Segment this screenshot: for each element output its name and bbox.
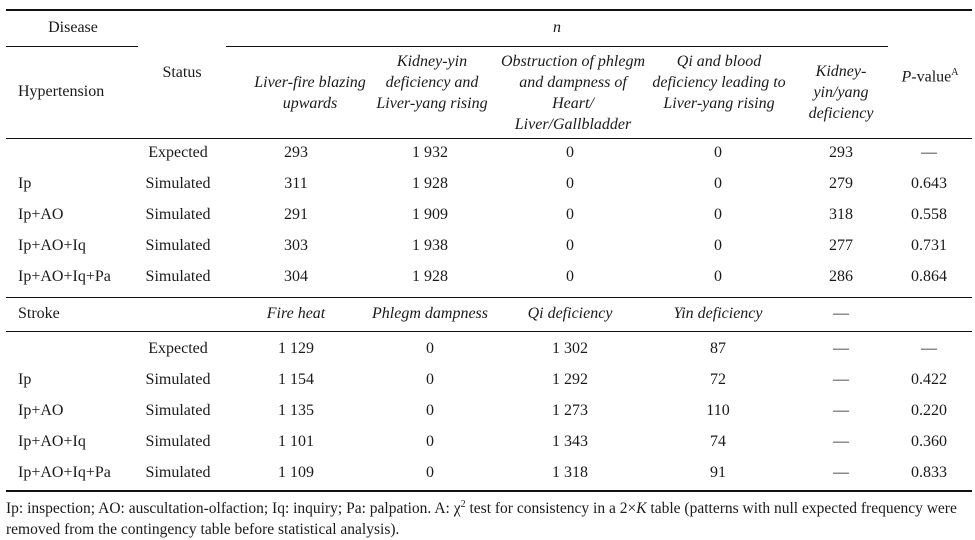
hyp-method-cell: Ip <box>18 175 32 192</box>
stroke-status-cell: Simulated <box>145 433 211 450</box>
pvalue-p: P <box>901 68 912 86</box>
stroke-value-1: 1 154 <box>278 371 314 388</box>
pvalue-rest: -value <box>911 68 952 86</box>
stroke-method-cell: Ip <box>18 371 32 388</box>
stroke-value-3: 1 273 <box>552 402 588 419</box>
stroke-pattern-2: Phlegm dampness <box>372 305 488 322</box>
footnote-chi: χ <box>453 500 461 518</box>
footnote-part-1: Ip: inspection; AO: auscultation-olfaction; Iq: inquiry; Pa: palpation. A: <box>6 500 454 518</box>
hyp-value-3: 0 <box>566 144 574 161</box>
header-disease: Disease <box>48 19 98 36</box>
footnote-part-2: test for consistency in a 2× <box>465 500 637 518</box>
hyp-value-1: 304 <box>284 268 308 285</box>
hyp-value-5: 318 <box>829 206 853 223</box>
stroke-value-5: — <box>833 402 849 419</box>
hyp-status-cell: Simulated <box>145 175 211 192</box>
hyp-value-3: 0 <box>566 237 574 254</box>
stroke-method-cell: Ip+AO+Iq <box>18 433 86 450</box>
hyp-value-5: 286 <box>829 268 853 285</box>
stroke-value-1: 1 129 <box>278 340 314 357</box>
hyp-value-1: 303 <box>284 237 308 254</box>
header-bottom-rule <box>6 138 972 139</box>
hyp-value-3: 0 <box>566 268 574 285</box>
hyp-pvalue-cell: 0.643 <box>911 175 947 192</box>
footnote-part-3: table (patterns with null expected frequency were removed from the contingency table before statistical analysis). <box>6 500 957 539</box>
hyp-value-5: 279 <box>829 175 853 192</box>
stroke-method-cell: Ip+AO <box>18 402 64 419</box>
hyp-pattern-5: Kidney- yin/yang deficiency <box>808 63 874 122</box>
hyp-value-4: 0 <box>714 175 722 192</box>
stroke-status-cell: Simulated <box>145 402 211 419</box>
hyp-status-cell: Simulated <box>145 237 211 254</box>
stroke-header-bottom-rule <box>6 331 972 332</box>
pvalue-sup: A <box>951 67 959 78</box>
hyp-value-2: 1 928 <box>412 268 448 285</box>
hyp-status-cell: Simulated <box>145 268 211 285</box>
hyp-pvalue-cell: — <box>921 144 937 161</box>
stroke-pvalue-cell: 0.360 <box>911 433 947 450</box>
stroke-method-cell: Ip+AO+Iq+Pa <box>18 464 111 481</box>
footnote-chi-sup: 2 <box>460 499 466 510</box>
stroke-value-5: — <box>833 464 849 481</box>
stroke-pattern-4: Yin deficiency <box>673 305 763 322</box>
hyp-value-1: 293 <box>284 144 308 161</box>
stroke-value-4: 87 <box>710 340 726 357</box>
hyp-value-3: 0 <box>566 206 574 223</box>
stroke-status-cell: Expected <box>148 340 208 357</box>
hyp-method-cell: Ip+AO <box>18 206 64 223</box>
stroke-status-cell: Simulated <box>145 464 211 481</box>
hyp-value-2: 1 932 <box>412 144 448 161</box>
table-footnote <box>6 494 971 540</box>
header-status: Status <box>162 64 202 81</box>
hyp-pattern-4: Qi and blood deficiency leading to Liver-yang rising <box>652 53 786 112</box>
stroke-value-2: 0 <box>426 402 434 419</box>
hyp-method-cell: Ip+AO+Iq+Pa <box>18 268 111 285</box>
stroke-value-1: 1 101 <box>278 433 314 450</box>
disease-underline <box>6 46 138 47</box>
stroke-value-5: — <box>833 433 849 450</box>
stroke-pattern-3: Qi deficiency <box>527 305 613 322</box>
hyp-value-4: 0 <box>714 268 722 285</box>
stroke-pvalue-cell: 0.422 <box>911 371 947 388</box>
hyp-value-4: 0 <box>714 237 722 254</box>
hyp-value-3: 0 <box>566 175 574 192</box>
stroke-pvalue-cell: 0.833 <box>911 464 947 481</box>
table-top-rule <box>6 9 972 11</box>
footnote-k: K <box>636 500 647 518</box>
hyp-value-4: 0 <box>714 206 722 223</box>
stroke-value-4: 110 <box>706 402 730 419</box>
stroke-value-3: 1 318 <box>552 464 588 481</box>
hyp-value-5: 277 <box>829 237 853 254</box>
stroke-pattern-5: — <box>833 305 849 322</box>
stroke-value-4: 72 <box>710 371 726 388</box>
hyp-pvalue-cell: 0.558 <box>911 206 947 223</box>
stroke-value-2: 0 <box>426 340 434 357</box>
hyp-pattern-3: Obstruction of phlegm and dampness of Heart/ Liver/Gallbladder <box>501 53 645 133</box>
stroke-pvalue-cell: — <box>921 340 937 357</box>
stroke-value-2: 0 <box>426 464 434 481</box>
hyp-pattern-1: Liver-fire blazing upwards <box>254 74 366 112</box>
hyp-status-cell: Simulated <box>145 206 211 223</box>
stroke-value-1: 1 135 <box>278 402 314 419</box>
stroke-value-3: 1 292 <box>552 371 588 388</box>
n-underline <box>226 46 888 47</box>
stroke-value-5: — <box>833 340 849 357</box>
stroke-value-1: 1 109 <box>278 464 314 481</box>
hyp-value-2: 1 938 <box>412 237 448 254</box>
stroke-status-cell: Simulated <box>145 371 211 388</box>
stroke-section-top-rule <box>6 297 972 298</box>
stroke-value-2: 0 <box>426 371 434 388</box>
hyp-value-1: 311 <box>284 175 308 192</box>
stroke-value-5: — <box>833 371 849 388</box>
hyp-value-1: 291 <box>284 206 308 223</box>
table-bottom-rule <box>6 490 972 492</box>
hyp-value-2: 1 928 <box>412 175 448 192</box>
hyp-value-5: 293 <box>829 144 853 161</box>
stroke-pvalue-cell: 0.220 <box>911 402 947 419</box>
hyp-pvalue-cell: 0.864 <box>911 268 947 285</box>
stroke-pattern-1: Fire heat <box>266 305 326 322</box>
hyp-value-2: 1 909 <box>412 206 448 223</box>
hyp-status-cell: Expected <box>148 144 208 161</box>
header-pvalue <box>902 63 959 87</box>
hyp-pattern-2: Kidney-yin deficiency and Liver-yang rising <box>376 53 488 112</box>
stroke-label: Stroke <box>18 305 60 322</box>
stroke-value-4: 74 <box>710 433 726 450</box>
hyp-method-cell: Ip+AO+Iq <box>18 237 86 254</box>
header-hypertension: Hypertension <box>18 83 105 100</box>
hyp-pvalue-cell: 0.731 <box>911 237 947 254</box>
stroke-value-4: 91 <box>710 464 726 481</box>
hyp-value-4: 0 <box>714 144 722 161</box>
stroke-value-3: 1 302 <box>552 340 588 357</box>
header-n: n <box>553 19 561 36</box>
stroke-value-2: 0 <box>426 433 434 450</box>
stroke-value-3: 1 343 <box>552 433 588 450</box>
